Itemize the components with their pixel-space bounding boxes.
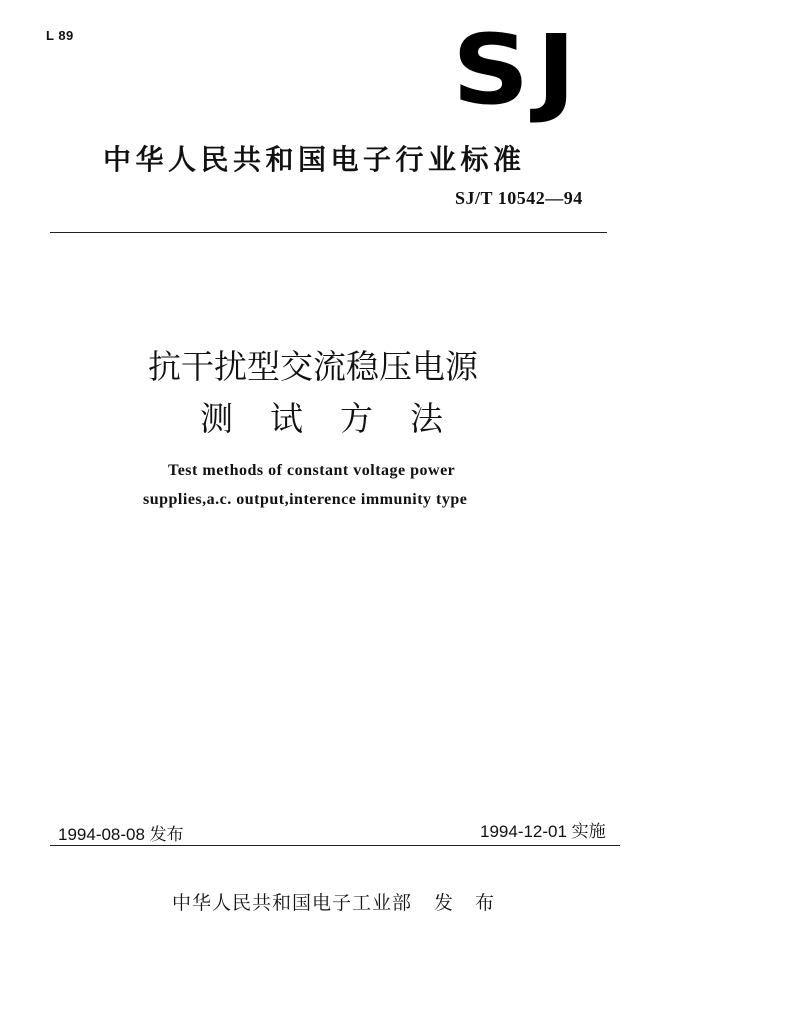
bottom-divider [50, 845, 620, 846]
publish-word: 发布 [434, 892, 517, 914]
standard-series-title: 中华人民共和国电子行业标准 [103, 143, 526, 176]
issue-date: 1994-08-08 发布 [58, 825, 184, 844]
chinese-title-line-2: 测试方法 [200, 399, 480, 438]
top-divider [50, 232, 607, 233]
sj-logo: SJ [452, 14, 583, 126]
english-title-line-1: Test methods of constant voltage power [168, 462, 456, 479]
chinese-title-line-1: 抗干扰型交流稳压电源 [148, 347, 478, 386]
publisher-name: 中华人民共和国电子工业部 [172, 892, 413, 914]
publisher-line [172, 888, 516, 915]
standard-number: SJ/T 10542—94 [455, 188, 583, 208]
classification-code: L 89 [46, 28, 74, 43]
implementation-date: 1994-12-01 实施 [480, 822, 606, 841]
english-title-line-2: supplies,a.c. output,interence immunity type [143, 491, 468, 508]
